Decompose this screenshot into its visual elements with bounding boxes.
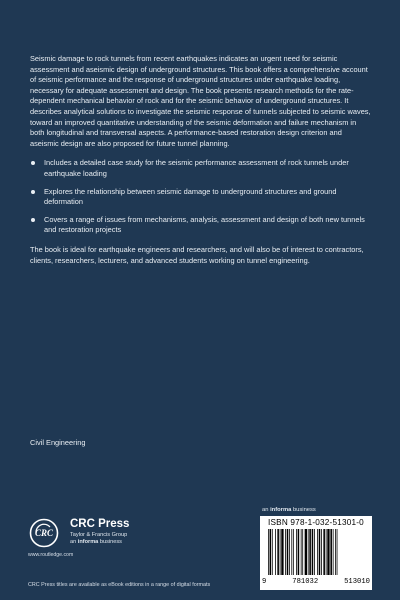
feature-item bbox=[30, 158, 372, 179]
barcode-bar bbox=[302, 529, 303, 575]
audience-paragraph: The book is ideal for earthquake engineers and researchers, and will also be of interest to contractors, clients, researchers, lecturers, and advanced students working on tunnel engineering. bbox=[30, 244, 364, 265]
tagline-brand: informa bbox=[270, 507, 292, 513]
ebook-note: CRC Press titles are available as eBook editions in a range of digital formats bbox=[28, 582, 211, 588]
bullet-dot-icon bbox=[31, 161, 35, 165]
barcode-bar bbox=[319, 529, 321, 575]
barcode-icon bbox=[266, 529, 366, 577]
barcode-bar bbox=[317, 529, 318, 575]
barcode-bar bbox=[312, 529, 314, 575]
blurb bbox=[30, 54, 372, 275]
bullet-dot-icon bbox=[31, 218, 35, 222]
barcode-bar bbox=[335, 529, 336, 575]
feature-text: Explores the relationship between seismic damage to underground structures and ground deformation bbox=[44, 186, 337, 207]
barcode-bar bbox=[275, 529, 276, 575]
barcode-bar bbox=[291, 529, 292, 575]
feature-text: Covers a range of issues from mechanisms, analysis, assessment and design of both new tunnels and restoration projects bbox=[44, 214, 365, 235]
barcode-bar bbox=[298, 529, 300, 575]
barcode-bar bbox=[285, 529, 286, 575]
publisher-url: www.routledge.com bbox=[28, 552, 74, 558]
feature-item bbox=[30, 187, 372, 208]
barcode-bar bbox=[293, 529, 294, 575]
barcode-bar bbox=[272, 529, 273, 575]
barcode-bar bbox=[301, 529, 302, 575]
barcode-bar bbox=[330, 529, 332, 575]
barcode-bar bbox=[270, 529, 272, 575]
barcode-digits bbox=[262, 578, 370, 586]
tagline-prefix: an bbox=[262, 507, 271, 513]
publisher-group: Taylor & Francis Group bbox=[70, 532, 128, 538]
logo-text: CRC bbox=[34, 528, 54, 538]
informa-tagline bbox=[262, 507, 316, 513]
barcode-bar bbox=[333, 529, 334, 575]
publisher-name: CRC Press bbox=[70, 518, 130, 530]
publisher-block bbox=[28, 518, 158, 558]
barcode-bar bbox=[287, 529, 289, 575]
barcode-bar bbox=[277, 529, 279, 575]
barcode-lead-digit: 9 bbox=[262, 578, 267, 586]
business-brand: informa bbox=[77, 539, 99, 545]
business-suffix: business bbox=[98, 539, 122, 545]
description-paragraph: Seismic damage to rock tunnels from recent earthquakes indicates an urgent need for seismic assessment and aseismic design of underground structures. This book offers a comprehensive account of seismic performance and the response of underground structures under earthquake loading, necessary for adequate assessment and design. The book presents research methods for the rate-dependent mechanical behavior of rock and for the seismic behavior of underground structures. It describes analytical solutions to investigate the seismic response of tunnels subjected to seismic waves, toward an improved quantitative understanding of the seismic deformation and failure mechanism in both longitudinal and transversal aspects. A performance-based restoration design criterion and aseismic design are also proposed for future tunnel planning. bbox=[30, 54, 371, 148]
barcode-bar bbox=[296, 529, 297, 575]
tagline-suffix: business bbox=[291, 507, 316, 513]
business-prefix: an bbox=[70, 539, 78, 545]
barcode-bar bbox=[309, 529, 311, 575]
barcode-bar bbox=[323, 529, 325, 575]
isbn-label: ISBN 978-1-032-51301-0 bbox=[268, 518, 364, 527]
barcode-bar bbox=[268, 529, 269, 575]
feature-list bbox=[30, 158, 372, 236]
subject-category: Civil Engineering bbox=[30, 438, 86, 447]
barcode-bar bbox=[326, 529, 327, 575]
barcode-bar bbox=[327, 529, 329, 575]
bullet-dot-icon bbox=[31, 190, 35, 194]
feature-item bbox=[30, 215, 372, 236]
crc-press-logo-icon bbox=[28, 518, 66, 548]
barcode-bar bbox=[308, 529, 309, 575]
barcode-left-digits: 781032 bbox=[292, 578, 319, 586]
barcode-bar bbox=[280, 529, 281, 575]
publisher-business bbox=[70, 539, 122, 545]
barcode-bar bbox=[281, 529, 283, 575]
barcode-bar bbox=[321, 529, 322, 575]
barcode-bar bbox=[305, 529, 307, 575]
barcode-bar bbox=[289, 529, 290, 575]
barcode-bar bbox=[314, 529, 315, 575]
barcode-panel bbox=[260, 516, 372, 590]
feature-text: Includes a detailed case study for the seismic performance assessment of rock tunnels under earthquake loading bbox=[44, 158, 349, 178]
barcode-right-digits: 513010 bbox=[344, 578, 370, 586]
barcode-bar bbox=[337, 529, 338, 575]
